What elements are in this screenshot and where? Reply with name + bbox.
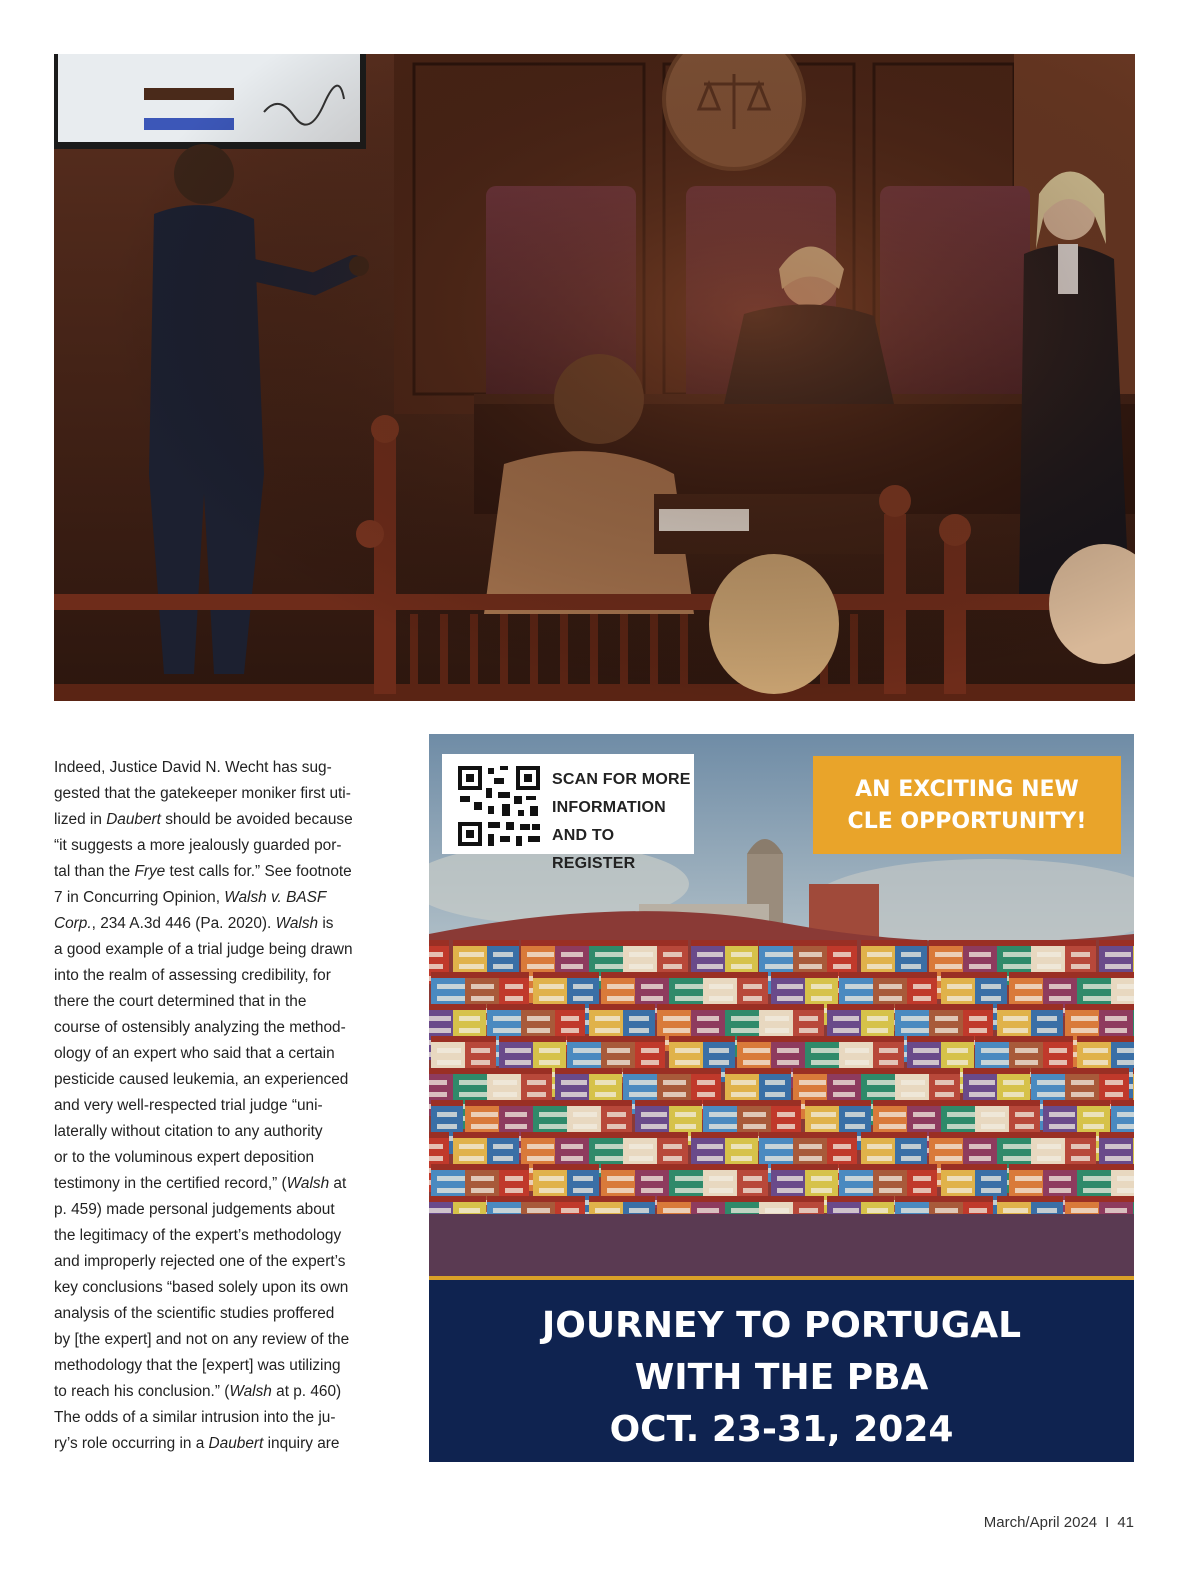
article-text: ology of an expert who said that a certain — [54, 1045, 335, 1062]
article-line — [54, 885, 390, 911]
case-name-italic: Walsh — [229, 1383, 272, 1400]
article-line — [54, 1223, 390, 1249]
promo-banner — [813, 756, 1121, 854]
article-text: a good example of a trial judge being drawn — [54, 941, 353, 958]
article-text: testimony in the certified record,” ( — [54, 1175, 287, 1192]
headline-line: OCT. 23-31, 2024 — [609, 1409, 954, 1450]
article-line — [54, 781, 390, 807]
page-footer — [984, 1514, 1134, 1531]
article-line — [54, 989, 390, 1015]
article-text: course of ostensibly analyzing the method- — [54, 1019, 346, 1036]
qr-code-icon[interactable] — [458, 766, 540, 846]
article-paragraph — [54, 755, 390, 1457]
article-line — [54, 1015, 390, 1041]
article-line — [54, 1275, 390, 1301]
footer-separator: I — [1105, 1514, 1110, 1531]
article-line — [54, 963, 390, 989]
qr-caption-line: INFORMATION — [552, 799, 666, 816]
article-text: “it suggests a more jealously guarded por- — [54, 837, 342, 854]
article-text: there the court determined that in the — [54, 993, 307, 1010]
promo-line: AN EXCITING NEW — [855, 777, 1079, 802]
portugal-trip-advertisement — [429, 734, 1134, 1462]
article-column — [54, 755, 390, 1457]
article-text: analysis of the scientific studies proffered — [54, 1305, 335, 1322]
article-text: , 234 A.3d 446 (Pa. 2020). — [91, 915, 276, 932]
article-text: ry’s role occurring in a — [54, 1435, 209, 1452]
article-line — [54, 755, 390, 781]
article-text: lized in — [54, 811, 107, 828]
article-text: the legitimacy of the expert’s methodology — [54, 1227, 342, 1244]
qr-caption-line: AND TO REGISTER — [552, 827, 636, 872]
article-text: key conclusions “based solely upon its own — [54, 1279, 349, 1296]
article-text: p. 459) made personal judgements about — [54, 1201, 335, 1218]
article-line — [54, 1041, 390, 1067]
courtroom-photo — [54, 54, 1135, 701]
article-text: Indeed, Justice David N. Wecht has sug- — [54, 759, 332, 776]
article-text: should be avoided because — [160, 811, 353, 828]
case-name-italic: Frye — [134, 863, 166, 880]
article-text: to reach his conclusion.” ( — [54, 1383, 230, 1400]
article-text: inquiry are — [263, 1435, 340, 1452]
issue-date: March/April 2024 — [983, 1514, 1098, 1531]
article-line — [54, 1379, 390, 1405]
article-text: is — [318, 915, 334, 932]
article-line — [54, 1171, 390, 1197]
article-text: pesticide caused leukemia, an experienced — [54, 1071, 349, 1088]
ad-headline — [429, 1300, 1134, 1456]
case-name-italic: Daubert — [106, 811, 161, 828]
article-line — [54, 911, 390, 937]
headline-line: JOURNEY TO PORTUGAL — [541, 1305, 1022, 1346]
article-line — [54, 833, 390, 859]
article-line — [54, 1093, 390, 1119]
article-text: and very well-respected trial judge “uni- — [54, 1097, 323, 1114]
article-line — [54, 859, 390, 885]
article-text: at — [329, 1175, 347, 1192]
article-line — [54, 1301, 390, 1327]
article-text: or to the voluminous expert deposition — [54, 1149, 315, 1166]
article-text: gested that the gatekeeper moniker first uti- — [54, 785, 351, 802]
article-text: 7 in Concurring Opinion, — [54, 889, 225, 906]
article-line — [54, 1353, 390, 1379]
article-line — [54, 1197, 390, 1223]
article-text: into the realm of assessing credibility, for — [54, 967, 331, 984]
headline-line: WITH THE PBA — [634, 1357, 929, 1398]
article-text: at p. 460) — [271, 1383, 342, 1400]
article-line — [54, 1145, 390, 1171]
article-text: tal than the — [54, 863, 135, 880]
page-number: 41 — [1117, 1514, 1134, 1531]
article-line — [54, 1431, 390, 1457]
promo-line: CLE OPPORTUNITY! — [847, 809, 1087, 834]
article-text: and improperly rejected one of the expert’s — [54, 1253, 346, 1270]
article-text: methodology that the [expert] was utilizing — [54, 1357, 341, 1374]
case-name-italic: Corp. — [54, 915, 92, 932]
article-line — [54, 1249, 390, 1275]
article-text: test calls for.” See footnote — [165, 863, 352, 880]
case-name-italic: Walsh v. BASF — [224, 889, 327, 906]
article-line — [54, 1405, 390, 1431]
article-line — [54, 1067, 390, 1093]
article-text: laterally without citation to any authority — [54, 1123, 323, 1140]
article-line — [54, 807, 390, 833]
case-name-italic: Walsh — [286, 1175, 330, 1192]
case-name-italic: Walsh — [275, 915, 319, 932]
qr-code-panel[interactable] — [442, 754, 694, 872]
article-text: The odds of a similar intrusion into the ju- — [54, 1409, 336, 1426]
qr-caption — [552, 766, 694, 878]
article-line — [54, 1327, 390, 1353]
case-name-italic: Daubert — [208, 1435, 264, 1452]
qr-caption-line: SCAN FOR MORE — [552, 771, 691, 788]
article-line — [54, 1119, 390, 1145]
article-line — [54, 937, 390, 963]
article-text: by [the expert] and not on any review of the — [54, 1331, 350, 1348]
